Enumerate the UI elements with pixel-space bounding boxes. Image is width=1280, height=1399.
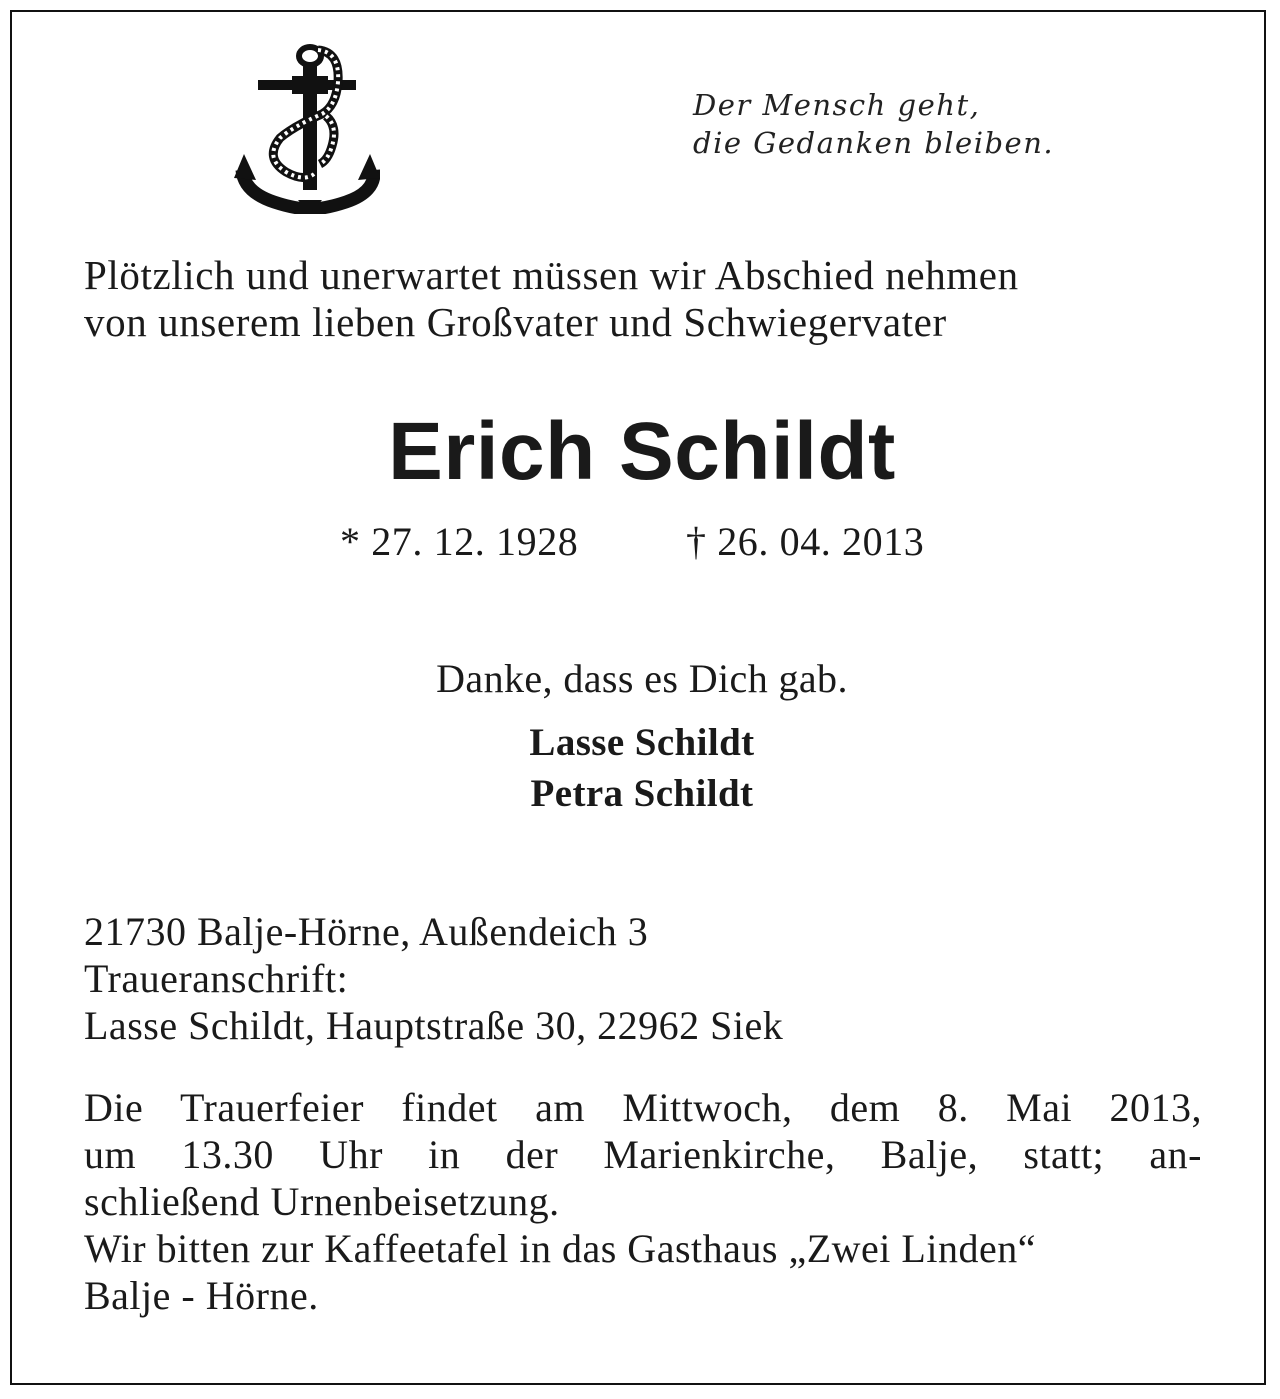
- ceremony-line-1: Die Trauerfeier findet am Mittwoch, dem 8. Mai 2013,: [84, 1085, 1202, 1130]
- intro-line-2: von unserem lieben Großvater und Schwiegervater: [84, 299, 947, 345]
- signers: [0, 717, 1280, 819]
- ceremony-info: [84, 1084, 1202, 1319]
- announcement-intro: [84, 252, 1204, 346]
- signer-name: Lasse Schildt: [529, 721, 755, 764]
- address-block: [84, 908, 783, 1049]
- motto-line-1: Der Mensch geht,: [693, 88, 981, 122]
- reception-line-2: Balje - Hörne.: [84, 1273, 319, 1318]
- motto-quote: [693, 86, 1054, 162]
- ceremony-line-3: schließend Urnenbeisetzung.: [84, 1179, 560, 1224]
- mourning-address-label: Traueranschrift:: [84, 956, 349, 1001]
- thanks-line: Danke, dass es Dich gab.: [436, 656, 848, 701]
- intro-line-1: Plötzlich und unerwartet müssen wir Abschied nehmen: [84, 252, 1019, 298]
- mourning-address: Lasse Schildt, Hauptstraße 30, 22962 Siek: [84, 1003, 784, 1048]
- death-date: † 26. 04. 2013: [686, 519, 925, 564]
- signer-name: Petra Schildt: [530, 772, 754, 815]
- deceased-name: Erich Schildt: [388, 406, 896, 497]
- residence-address: 21730 Balje-Hörne, Außendeich 3: [84, 909, 649, 954]
- ceremony-line-2: um 13.30 Uhr in der Marienkirche, Balje, statt; an-: [84, 1132, 1202, 1177]
- birth-date: * 27. 12. 1928: [340, 519, 579, 564]
- reception-line-1: Wir bitten zur Kaffeetafel in das Gasthaus „Zwei Linden“: [84, 1226, 1036, 1271]
- motto-line-2: die Gedanken bleiben.: [693, 126, 1055, 160]
- anchor-icon: [234, 42, 380, 214]
